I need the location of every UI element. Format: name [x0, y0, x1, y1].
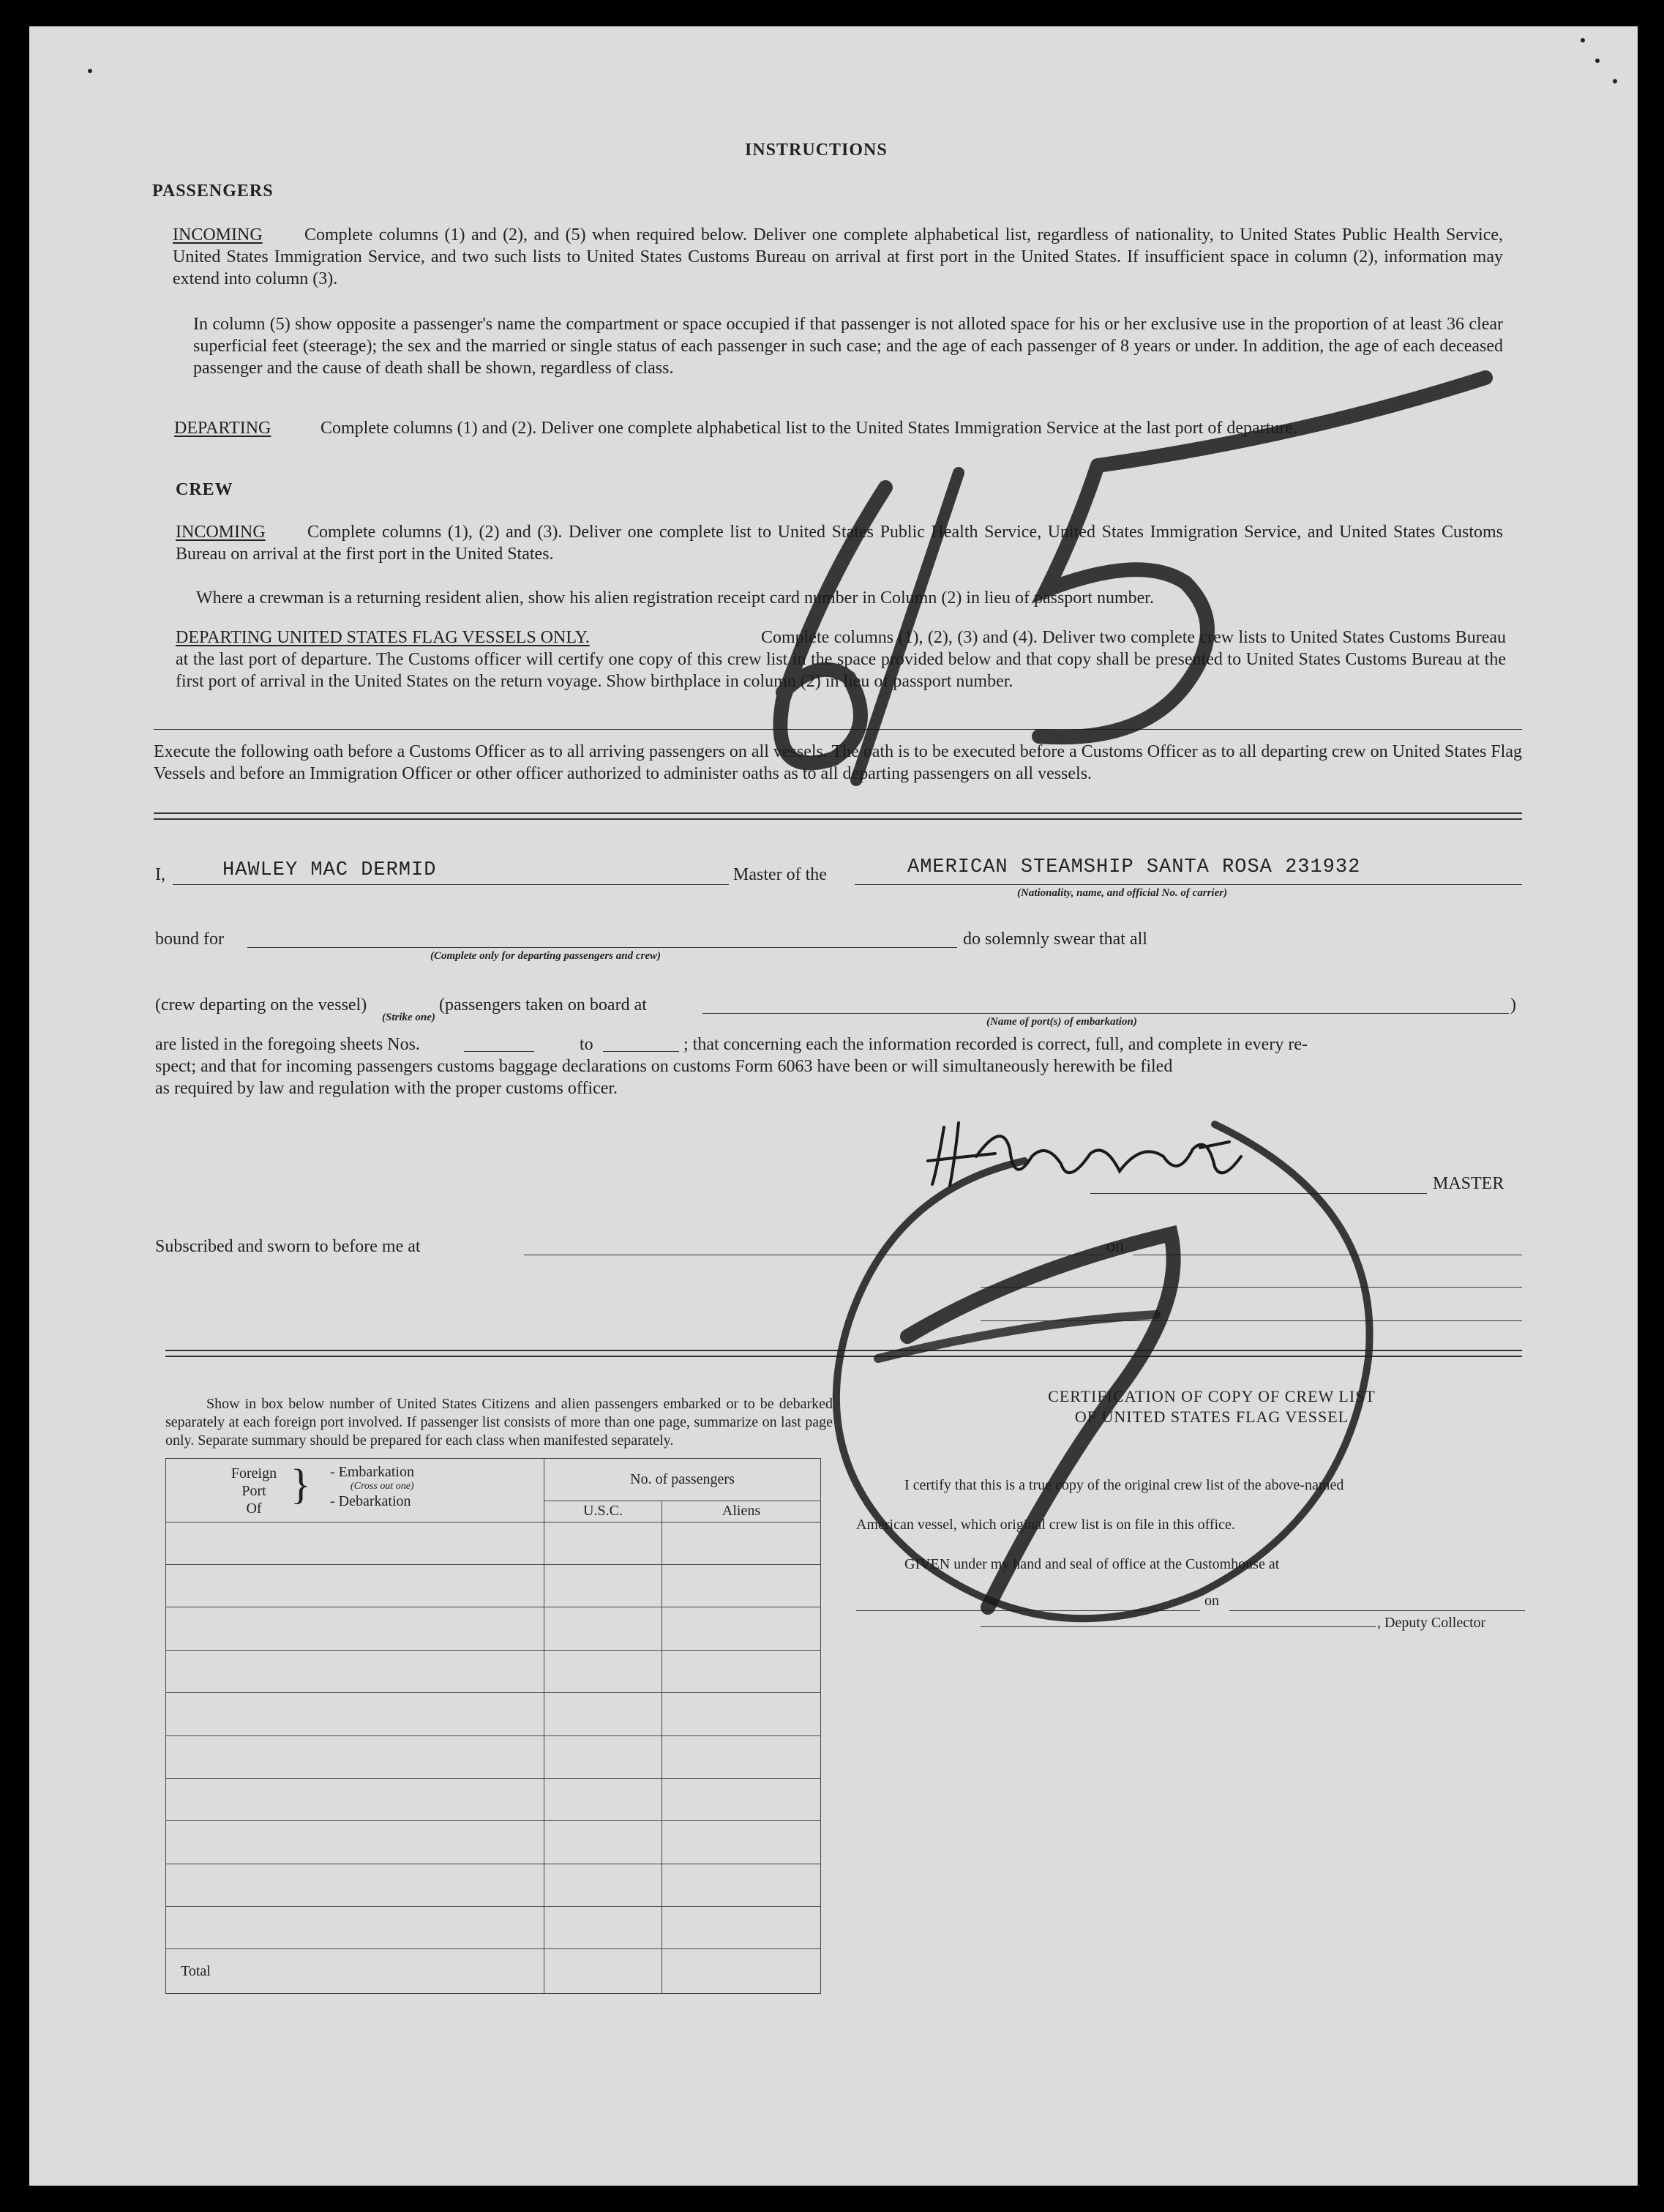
table-row: [166, 1607, 821, 1650]
col-port-line2: Port: [241, 1482, 266, 1499]
bound-for-label: bound for: [155, 930, 224, 949]
vessel-name[interactable]: AMERICAN STEAMSHIP SANTA ROSA 231932: [907, 856, 1361, 878]
embarkation-option[interactable]: - Embarkation: [330, 1463, 414, 1480]
usc-cell[interactable]: [544, 1522, 662, 1564]
aliens-cell[interactable]: [662, 1522, 821, 1564]
port-cell[interactable]: [166, 1607, 544, 1650]
speck: [1595, 59, 1600, 63]
master-of-label: Master of the: [733, 865, 827, 884]
oath-intro: Execute the following oath before a Customs Officer as to all arriving passengers on all vessels. The oath is to be executed before a Customs Officer as to all departing crew on United States Flag Vessels and before an Immigration Officer or other officer authorized to administer oaths as to all departing passengers on all vessels.: [154, 742, 1522, 783]
port-cell[interactable]: [166, 1735, 544, 1778]
port-cell[interactable]: [166, 1650, 544, 1692]
aliens-cell[interactable]: [662, 1778, 821, 1820]
aliens-cell[interactable]: [662, 1693, 821, 1735]
subscribed-on-label: on: [1106, 1237, 1124, 1256]
deputy-label: , Deputy Collector: [1377, 1615, 1486, 1631]
usc-cell[interactable]: [544, 1821, 662, 1864]
crew-departing-label: DEPARTING UNITED STATES FLAG VESSELS ONLY.: [176, 628, 590, 647]
crayon-circled-7: [805, 1080, 1434, 1637]
aliens-cell[interactable]: [662, 1564, 821, 1607]
table-row: [166, 1693, 821, 1735]
table-row: [166, 1650, 821, 1692]
subscribed-label: Subscribed and sworn to before me at: [155, 1237, 421, 1256]
table-row: [166, 1564, 821, 1607]
document-page: [29, 26, 1638, 2186]
oath-line3: as required by law and regulation with the proper customs officer.: [155, 1079, 618, 1098]
listed-to: to: [580, 1035, 593, 1054]
port-cell[interactable]: [166, 1864, 544, 1906]
total-row: [166, 1949, 821, 1994]
close-paren: ): [1510, 995, 1516, 1015]
debarkation-option[interactable]: - Debarkation: [330, 1492, 411, 1509]
passengers-heading: PASSENGERS: [152, 182, 274, 201]
cert-title-2: OF UNITED STATES FLAG VESSEL: [1074, 1408, 1349, 1426]
total-aliens-cell[interactable]: [662, 1949, 821, 1994]
master-name-line: [173, 884, 729, 885]
passengers-count-header: No. of passengers: [544, 1459, 821, 1501]
port-cell[interactable]: [166, 1907, 544, 1949]
aliens-cell[interactable]: [662, 1735, 821, 1778]
passenger-summary-table: [165, 1458, 821, 1994]
usc-cell[interactable]: [544, 1564, 662, 1607]
page-title: INSTRUCTIONS: [745, 141, 888, 160]
aliens-cell[interactable]: [662, 1650, 821, 1692]
usc-cell[interactable]: [544, 1907, 662, 1949]
passengers-taken-option[interactable]: (passengers taken on board at: [439, 995, 647, 1015]
crew-incoming-label: INCOMING: [176, 523, 266, 542]
listed-text-b: ; that concerning each the information recorded is correct, full, and complete in every re-: [683, 1035, 1308, 1054]
speck: [1613, 79, 1617, 83]
table-row: [166, 1778, 821, 1820]
speck: [1581, 38, 1585, 42]
passengers-departing-label: DEPARTING: [174, 419, 271, 438]
cert-text-2: American vessel, which original crew list is on file in this office.: [856, 1517, 1235, 1533]
table-row: [166, 1821, 821, 1864]
sheet-to-line[interactable]: [603, 1051, 679, 1052]
table-row: [166, 1907, 821, 1949]
strike-one-caption: (Strike one): [382, 1012, 435, 1023]
ports-caption: (Name of port(s) of embarkation): [986, 1016, 1137, 1028]
double-divider: [154, 812, 1522, 820]
speck: [88, 69, 92, 73]
usc-cell[interactable]: [544, 1778, 662, 1820]
cross-out-caption: (Cross out one): [351, 1480, 414, 1492]
total-label: Total: [166, 1949, 544, 1994]
port-cell[interactable]: [166, 1821, 544, 1864]
bound-for-line[interactable]: [247, 947, 957, 948]
cert-given: GIVEN under my hand and seal of office at the Customhouse at: [904, 1556, 1280, 1572]
crew-incoming-text: Complete columns (1), (2) and (3). Deliver one complete list to United States Public Health Service, United States Immigration Service, and United States Customs Bureau on arrival at the first port in the United States.: [176, 523, 1503, 564]
crew-departing-text: Complete columns (1), (2), (3) and (4). Deliver two complete crew lists to United States Customs Bureau at the last port of departure. The Customs officer will certify one copy of this crew list in the space provided below and that copy shall be presented to United States Customs Bureau at the first port of arrival in the United States on the return voyage. Show birthplace in column (2) in lieu of passport number.: [176, 628, 1506, 691]
swear-text: do solemnly swear that all: [963, 930, 1147, 949]
crew-departing-option[interactable]: (crew departing on the vessel): [155, 995, 367, 1015]
passengers-departing-text: Complete columns (1) and (2). Deliver one complete alphabetical list to the United States Immigration Service at the last port of departure.: [321, 419, 1297, 438]
total-usc-cell[interactable]: [544, 1949, 662, 1994]
master-label: MASTER: [1433, 1174, 1504, 1193]
sheet-from-line[interactable]: [464, 1051, 534, 1052]
usc-cell[interactable]: [544, 1607, 662, 1650]
table-row: [166, 1864, 821, 1906]
aliens-cell[interactable]: [662, 1864, 821, 1906]
aliens-header: Aliens: [662, 1501, 821, 1522]
crew-heading: CREW: [176, 480, 233, 499]
ports-line[interactable]: [702, 1013, 1509, 1014]
port-cell[interactable]: [166, 1564, 544, 1607]
usc-cell[interactable]: [544, 1735, 662, 1778]
col-port-line3: Of: [246, 1500, 262, 1517]
port-cell[interactable]: [166, 1693, 544, 1735]
bound-for-caption: (Complete only for departing passengers and crew): [430, 950, 661, 962]
table-row: [166, 1522, 821, 1564]
port-cell[interactable]: [166, 1522, 544, 1564]
crayon-annotation-6-5: [732, 348, 1507, 802]
oath-line2: spect; and that for incoming passengers customs baggage declarations on customs Form 6063 have been or will simultaneously herewith be filed: [155, 1057, 1173, 1076]
col-port-line1: Foreign: [231, 1465, 277, 1481]
cert-text-1: I certify that this is a true copy of the original crew list of the above-named: [904, 1477, 1344, 1493]
port-header: [166, 1459, 544, 1522]
master-name[interactable]: HAWLEY MAC DERMID: [222, 859, 437, 881]
summary-instructions: Show in box below number of United States Citizens and alien passengers embarked or to be debarked separately at each foreign port involved. If passenger list consists of more than one page, summarize on last page only. Separate summary should be prepared for each class when manifested separately.: [165, 1396, 833, 1449]
usc-cell[interactable]: [544, 1650, 662, 1692]
crew-resident-text: Where a crewman is a returning resident alien, show his alien registration receipt card number in Column (2) in lieu of passport number.: [196, 589, 1154, 608]
cert-on-label: on: [1204, 1593, 1219, 1609]
passengers-incoming-text: Complete columns (1) and (2), and (5) when required below. Deliver one complete alphabetical list, regardless of nationality, to United States Public Health Service, United States Immigration Service, and two such lists to United States Customs Bureau on arrival at first port in the United States. If insufficient space in column (2), information may extend into column (3).: [173, 225, 1503, 288]
usc-cell[interactable]: [544, 1693, 662, 1735]
brace-icon: }: [291, 1460, 311, 1508]
aliens-cell[interactable]: [662, 1907, 821, 1949]
passengers-column5-text: In column (5) show opposite a passenger's name the compartment or space occupied if that passenger is not alloted space for his or her exclusive use in the proportion of at least 36 clear superficial feet (steerage); the sex and the married or single status of each passenger in such case; and the age of each passenger of 8 years or under. In addition, the age of each deceased passenger and the cause of death shall be shown, regardless of class.: [193, 315, 1503, 378]
usc-cell[interactable]: [544, 1864, 662, 1906]
vessel-caption: (Nationality, name, and official No. of carrier): [1017, 887, 1228, 899]
aliens-cell[interactable]: [662, 1607, 821, 1650]
usc-header: U.S.C.: [544, 1501, 662, 1522]
aliens-cell[interactable]: [662, 1821, 821, 1864]
oath-i-label: I,: [155, 865, 165, 884]
passengers-incoming-label: INCOMING: [173, 225, 263, 244]
vessel-line: [855, 884, 1522, 885]
listed-text-a: are listed in the foregoing sheets Nos.: [155, 1035, 420, 1054]
cert-title-1: CERTIFICATION OF COPY OF CREW LIST: [1048, 1387, 1376, 1405]
table-row: [166, 1735, 821, 1778]
port-cell[interactable]: [166, 1778, 544, 1820]
